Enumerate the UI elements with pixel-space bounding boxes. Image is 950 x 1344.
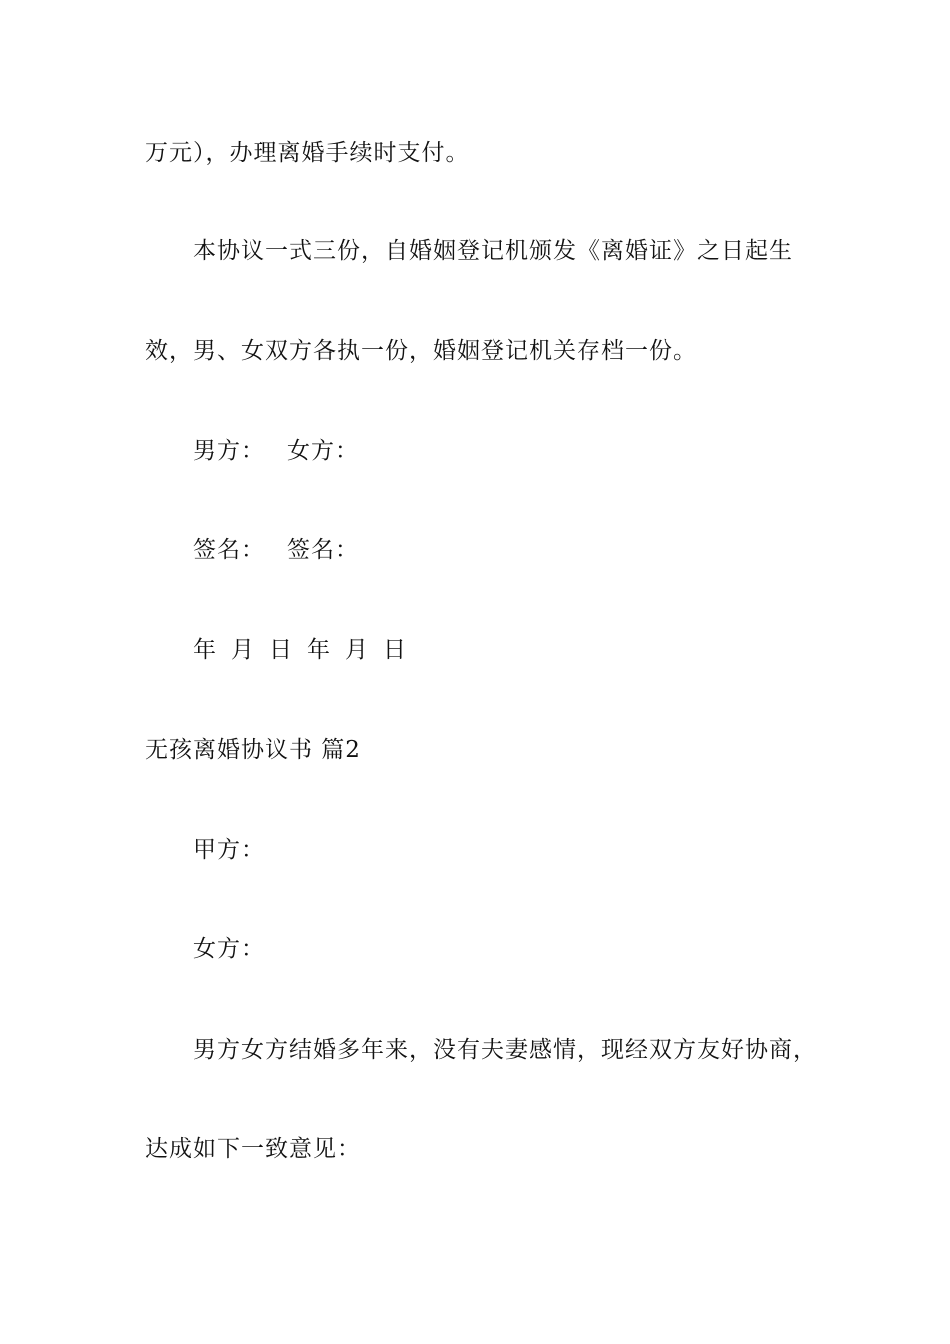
date-day-1: 日 (269, 637, 293, 663)
text-line-copies: 本协议一式三份，自婚姻登记机颁发《离婚证》之日起生 (193, 238, 793, 264)
party-labels-row (193, 436, 381, 466)
party-b-label: 女方： (193, 936, 265, 962)
body-paragraph-line-2: 达成如下一致意见： (145, 1136, 361, 1162)
signature-label-female: 签名： (287, 537, 359, 563)
text-line-payment: 万元），办理离婚手续时支付。 (145, 140, 470, 166)
date-row (193, 635, 421, 665)
date-month-1: 月 (231, 637, 255, 663)
signature-label-male: 签名： (193, 537, 265, 563)
date-day-2: 日 (383, 637, 407, 663)
section-heading: 无孩离婚协议书 篇2 (145, 737, 361, 763)
date-month-2: 月 (345, 637, 369, 663)
male-party-label: 男方： (193, 438, 265, 464)
text-line-effect: 效，男、女双方各执一份，婚姻登记机关存档一份。 (145, 338, 697, 364)
female-party-label: 女方： (287, 438, 359, 464)
date-year-2: 年 (307, 637, 331, 663)
party-a-label: 甲方： (193, 837, 265, 863)
date-year-1: 年 (193, 637, 217, 663)
body-paragraph-line-1: 男方女方结婚多年来，没有夫妻感情，现经双方友好协商， (193, 1037, 817, 1063)
signature-labels-row (193, 535, 381, 565)
